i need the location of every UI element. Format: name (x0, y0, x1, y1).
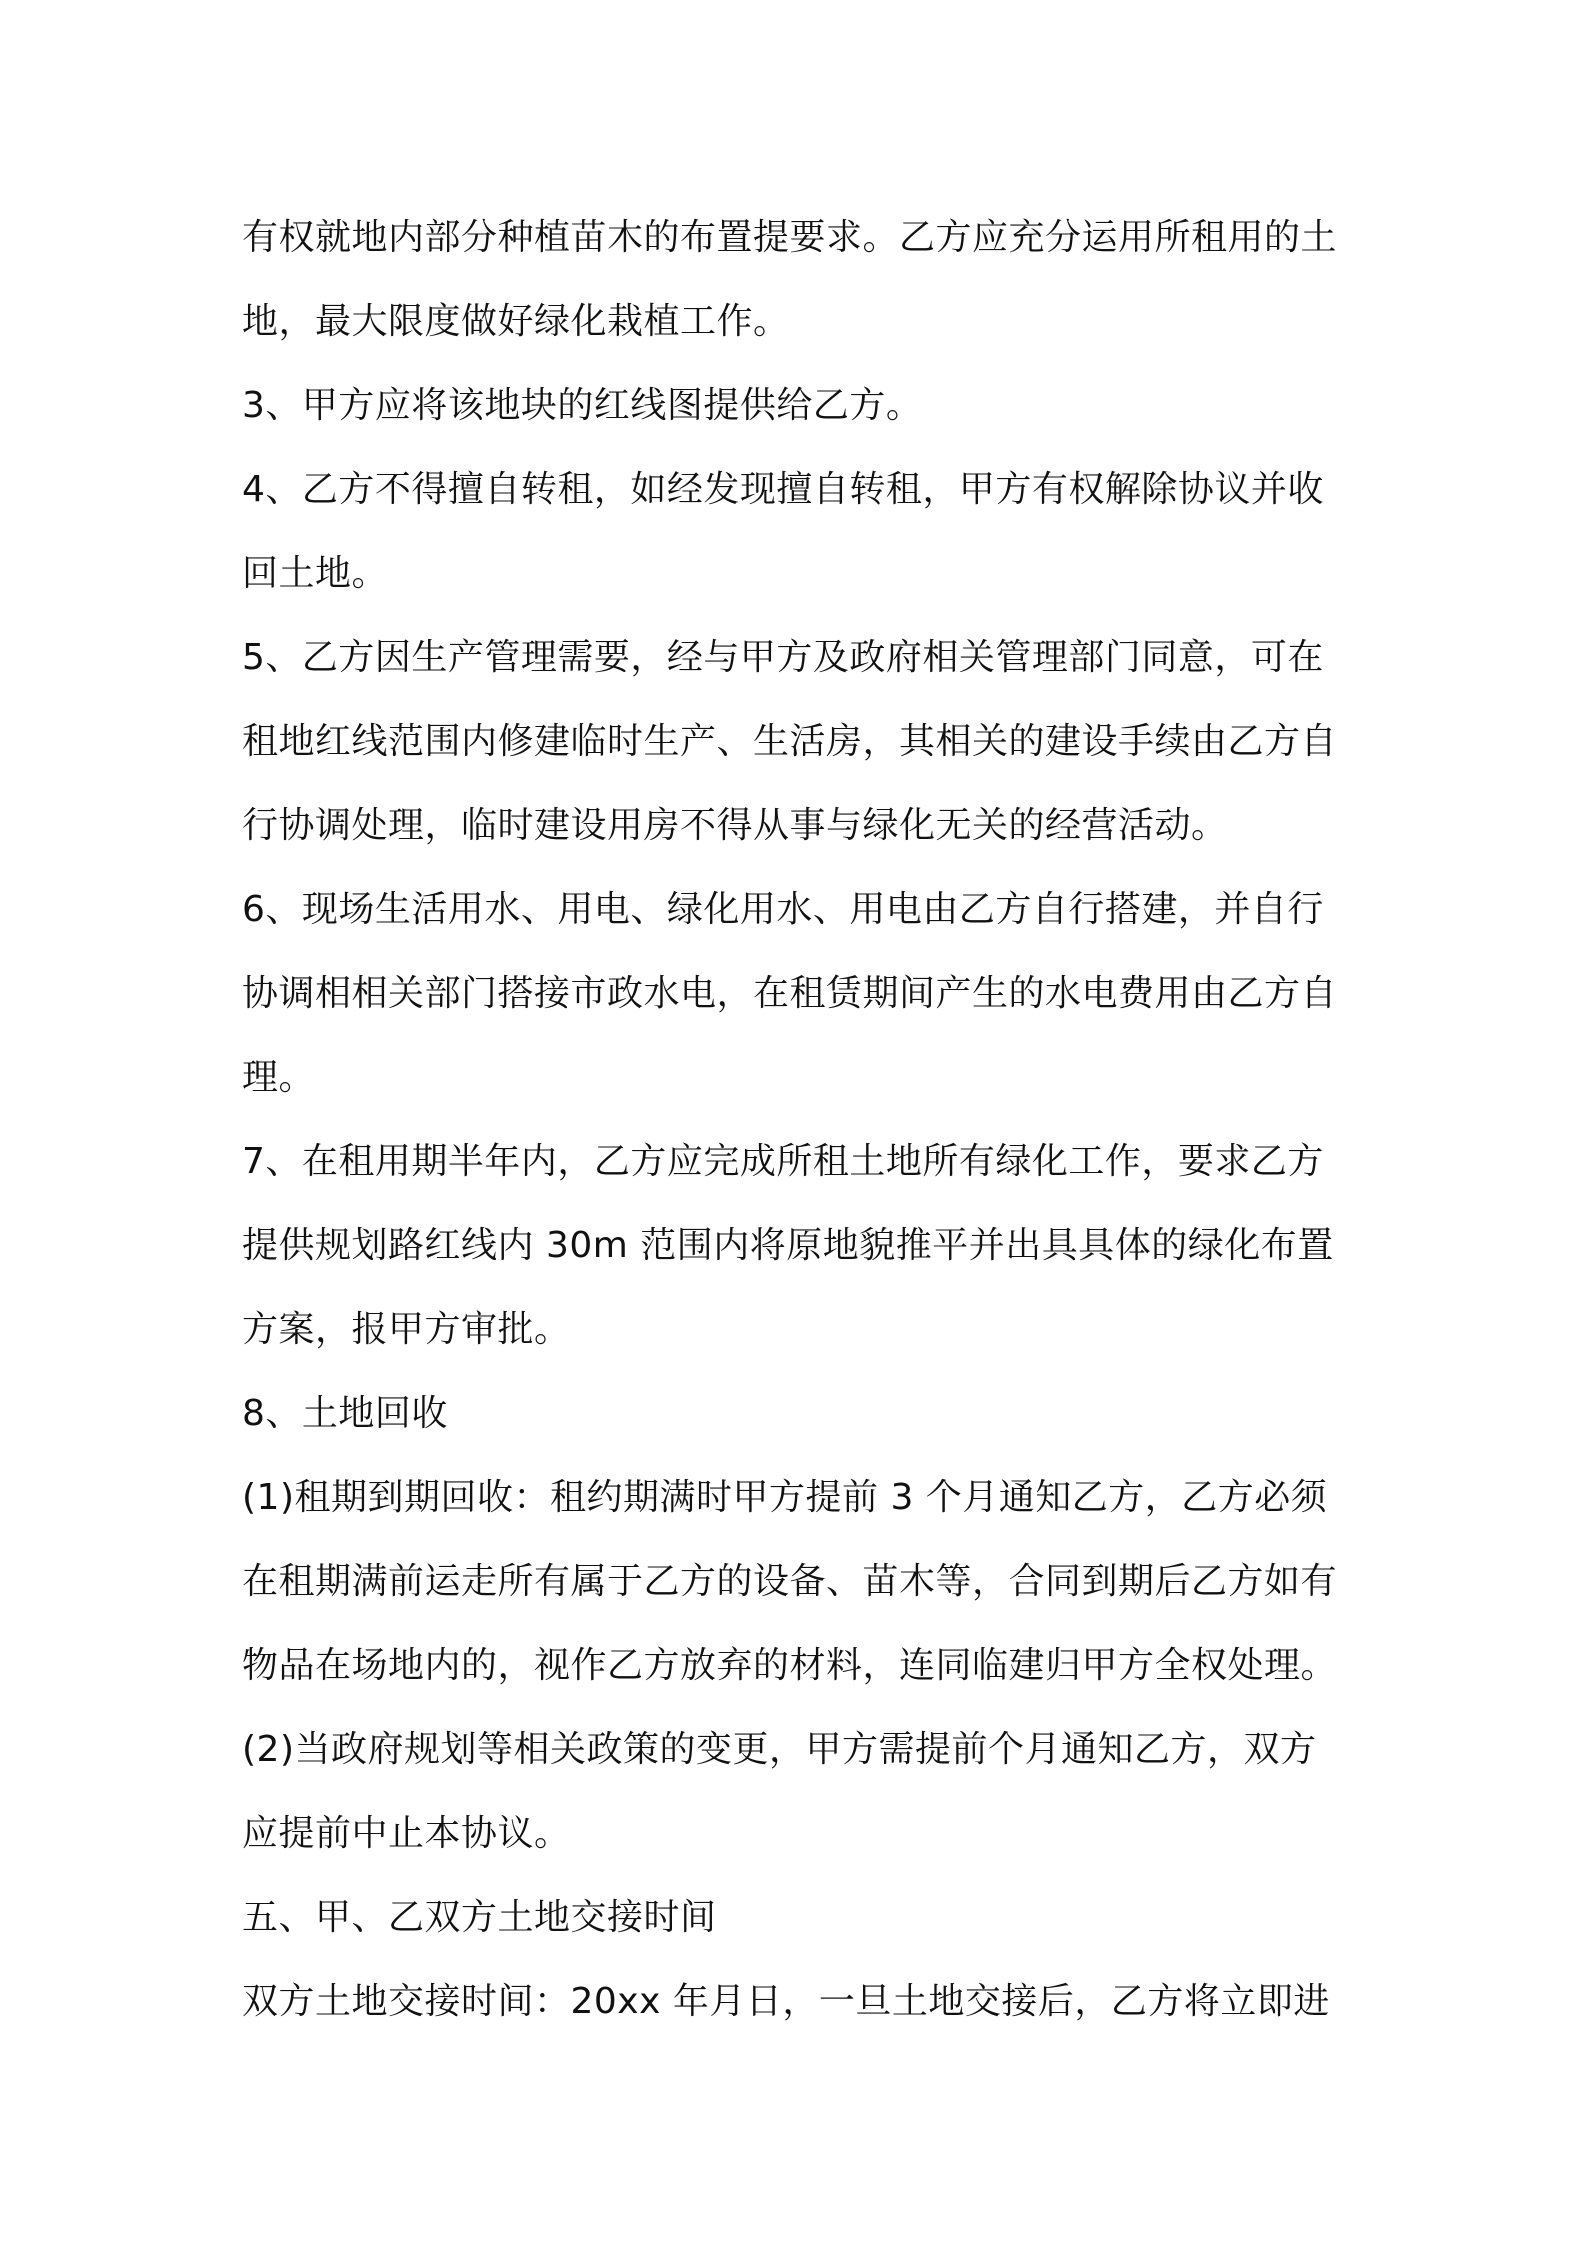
text-line: 回土地。 (242, 553, 389, 594)
document-body (242, 196, 1352, 2044)
text-line: (2)当政府规划等相关政策的变更，甲方需提前个月通知乙方，双方 (242, 1729, 1317, 1770)
text-line: 理。 (242, 1057, 316, 1098)
text-line: 3、甲方应将该地块的红线图提供给乙方。 (242, 385, 923, 426)
text-line: (1)租期到期回收：租约期满时甲方提前 3 个月通知乙方，乙方必须 (242, 1477, 1328, 1518)
text-line: 应提前中止本协议。 (242, 1813, 571, 1854)
text-line: 6、现场生活用水、用电、绿化用水、用电由乙方自行搭建，并自行 (242, 889, 1324, 930)
text-line: 方案，报甲方审批。 (242, 1309, 571, 1350)
text-line: 协调相相关部门搭接市政水电，在租赁期间产生的水电费用由乙方自 (242, 973, 1338, 1014)
text-line: 有权就地内部分种植苗木的布置提要求。乙方应充分运用所租用的土 (242, 217, 1338, 258)
text-line: 5、乙方因生产管理需要，经与甲方及政府相关管理部门同意，可在 (242, 637, 1324, 678)
text-line: 4、乙方不得擅自转租，如经发现擅自转租，甲方有权解除协议并收 (242, 469, 1324, 510)
section-heading: 五、甲、乙双方土地交接时间 (242, 1897, 717, 1938)
text-line: 行协调处理，临时建设用房不得从事与绿化无关的经营活动。 (242, 805, 1228, 846)
text-line: 地，最大限度做好绿化栽植工作。 (242, 301, 790, 342)
section-heading: 8、土地回收 (242, 1393, 448, 1434)
text-line: 租地红线范围内修建临时生产、生活房，其相关的建设手续由乙方自 (242, 721, 1338, 762)
text-line: 7、在租用期半年内，乙方应完成所租土地所有绿化工作，要求乙方 (242, 1141, 1324, 1182)
text-line: 在租期满前运走所有属于乙方的设备、苗木等，合同到期后乙方如有 (242, 1561, 1338, 1602)
text-line: 物品在场地内的，视作乙方放弃的材料，连同临建归甲方全权处理。 (242, 1645, 1338, 1686)
text-line: 双方土地交接时间：20xx 年月日，一旦土地交接后，乙方将立即进 (242, 1981, 1330, 2022)
text-line: 提供规划路红线内 30m 范围内将原地貌推平并出具具体的绿化布置 (242, 1225, 1334, 1266)
